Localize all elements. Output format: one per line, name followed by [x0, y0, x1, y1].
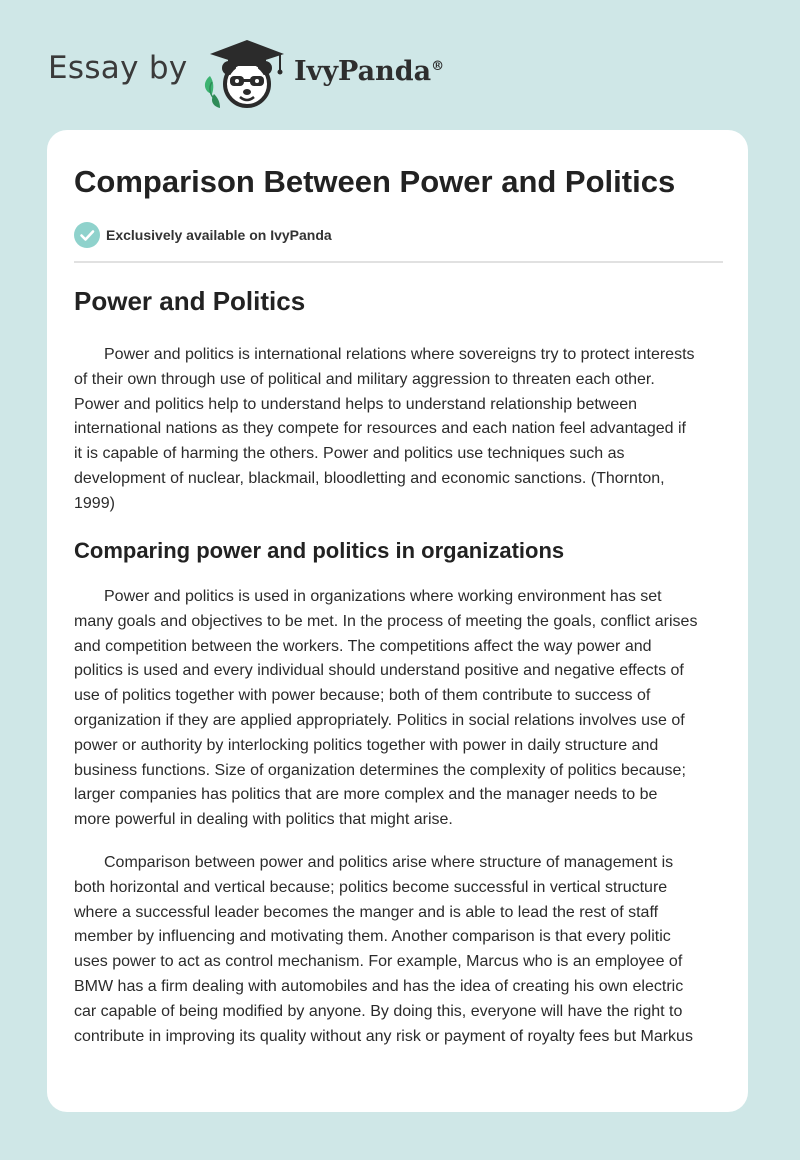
section-heading-power-and-politics: Power and Politics: [74, 286, 306, 316]
text-line: member by influencing and motivating them. Another comparison is that every politic: [74, 928, 671, 946]
text-line: power or authority by interlocking politics together with power in daily structure and: [74, 736, 659, 754]
exclusive-badge: [74, 222, 332, 248]
text-line: international nations as they compete for resources and each nation feel advantaged if: [74, 420, 686, 438]
text-line: uses power to act as control mechanism. For example, Marcus who is an employee of: [74, 953, 683, 971]
brand-prefix: Essay by: [48, 50, 188, 86]
brand-header: [48, 34, 508, 114]
text-line: it is capable of harming the others. Power and politics use techniques such as: [74, 445, 625, 463]
text-line: contribute in improving its quality without any risk or payment of royalty fees but Markus: [74, 1027, 693, 1045]
panda-logo-icon[interactable]: [200, 36, 286, 112]
text-line: both horizontal and vertical because; politics become successful in vertical structure: [74, 878, 668, 896]
paragraph-comparing-1: [74, 585, 726, 833]
text-line: of their own through use of political and military aggression to threaten each other.: [74, 370, 655, 388]
text-line: use of politics together with power because; both of them contribute to success of: [74, 687, 651, 705]
text-line: Power and politics help to understand helps to understand relationship between: [74, 395, 638, 413]
text-line: 1999): [74, 494, 115, 512]
paragraph-comparing-2: [74, 851, 726, 1049]
section-heading-comparing-power: Comparing power and politics in organizations: [74, 538, 565, 563]
text-line: many goals and objectives to be met. In the process of meeting the goals, conflict arises: [74, 612, 698, 630]
paragraph-power-politics-1: [74, 343, 726, 517]
text-line: Power and politics is used in organizations where working environment has set: [104, 588, 662, 605]
exclusive-badge-text: Exclusively available on IvyPanda: [106, 227, 332, 243]
text-line: organization if they are applied appropriately. Politics in social relations involves use of: [74, 711, 685, 729]
check-circle-icon: [74, 222, 100, 248]
text-line: BMW has a firm dealing with automobiles and has the idea of creating his own electric: [74, 977, 684, 995]
text-line: and competition between the workers. The competitions affect the way power and: [74, 637, 652, 655]
text-line: more powerful in dealing with politics that might arise.: [74, 811, 453, 829]
text-line: business functions. Size of organization determines the complexity of politics because;: [74, 761, 686, 779]
text-line: Power and politics is international relations where sovereigns try to protect interests: [104, 346, 695, 363]
text-line: Comparison between power and politics arise where structure of management is: [104, 854, 674, 871]
article-card: [47, 130, 748, 1112]
registered-mark: ®: [431, 59, 445, 74]
title-divider: [74, 261, 723, 263]
text-line: where a successful leader becomes the manger and is able to lead the rest of staff: [74, 903, 659, 921]
text-line: politics is used and every individual should understand positive and negative effects of: [74, 662, 684, 680]
text-line: car capable of being modified by anyone. By doing this, everyone will have the right to: [74, 1002, 683, 1020]
brand-name-text: IvyPanda: [294, 56, 432, 87]
page-title: Comparison Between Power and Politics: [74, 164, 676, 199]
text-line: development of nuclear, blackmail, bloodletting and economic sanctions. (Thornton,: [74, 469, 665, 487]
text-line: larger companies has politics that are more complex and the manager needs to be: [74, 786, 658, 804]
brand-name[interactable]: [294, 56, 444, 87]
